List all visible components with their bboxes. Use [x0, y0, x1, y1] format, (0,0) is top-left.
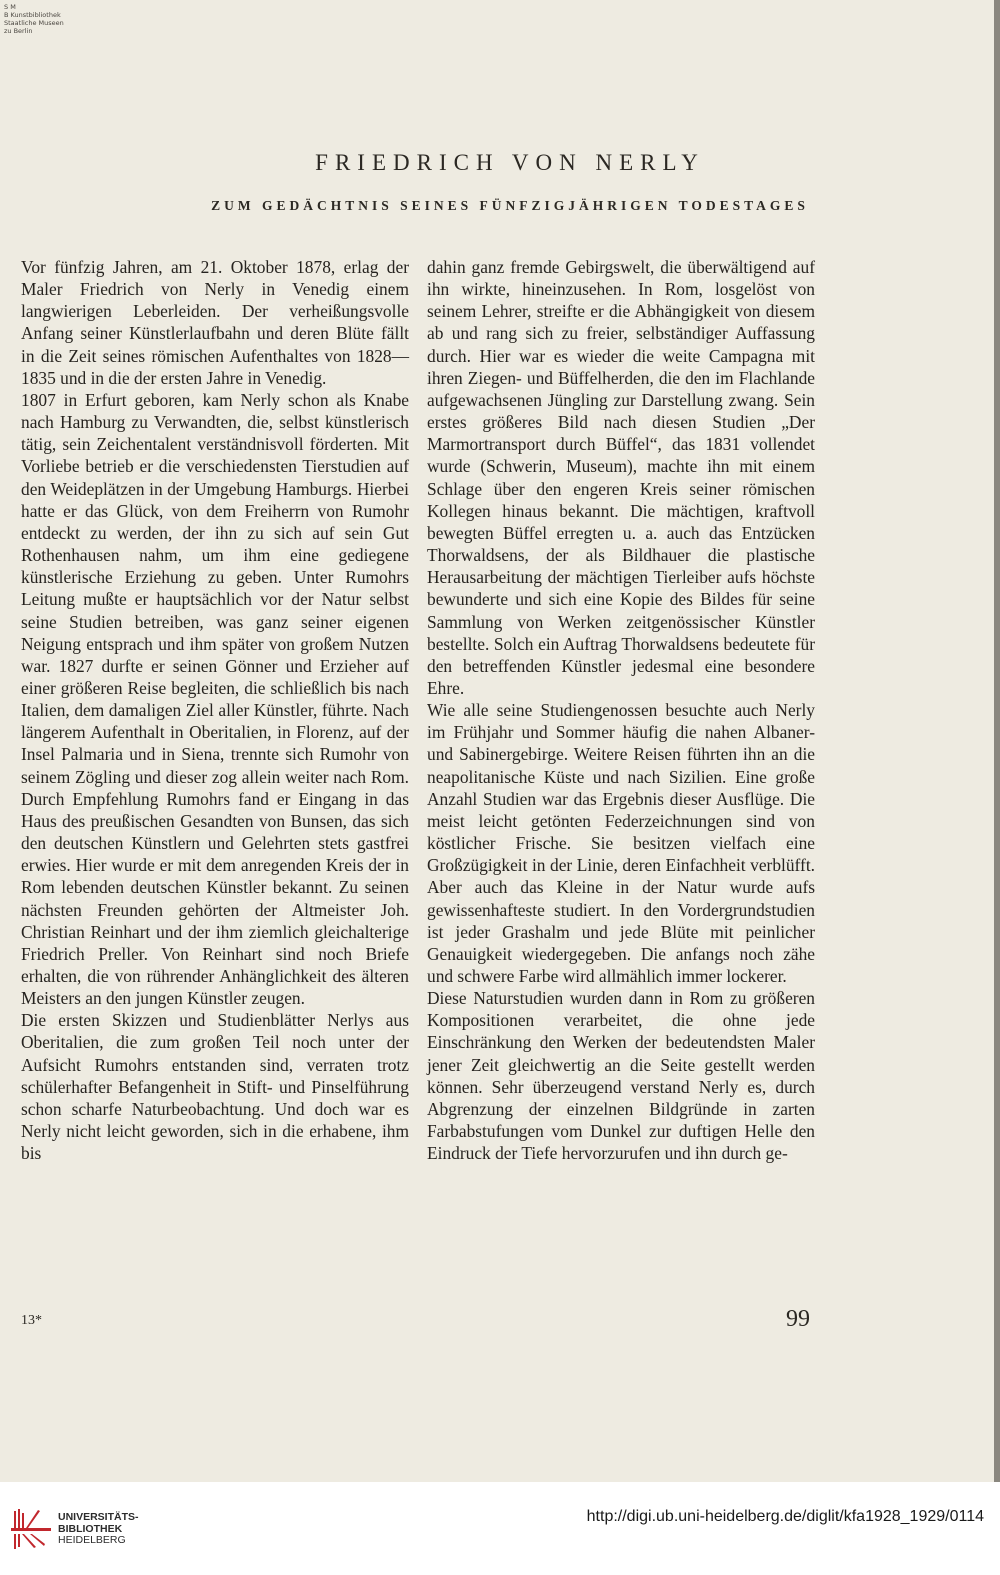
- stamp-line: zu Berlin: [4, 27, 33, 35]
- library-stamp: [4, 3, 64, 35]
- left-column: [21, 256, 409, 1164]
- source-url[interactable]: http://digi.ub.uni-heidelberg.de/diglit/kfa1928_1929/0114: [586, 1508, 984, 1525]
- paragraph: dahin ganz fremde Gebirgswelt, die überwältigend auf ihn wirkte, hineinzusehen. In Rom, losgelöst von seinem Lehrer, streifte er die Abhängigkeit von diesem ab und rang sich zu freier, selbständiger Auffassung durch. Hier war es wieder die weite Campagna mit ihren Ziegen- und Büffelherden, die den im Flachlande aufgewachsenen Jüngling zur Darstellung zwang. Sein erstes größeres Bild nach diesen Studien „Der Marmortransport durch Büffel“, das 1831 vollendet wurde (Schwerin, Museum), machte ihn mit einem Schlage über den engeren Kreis seiner römischen Kollegen hinaus bekannt. Die mächtigen, kraftvoll bewegten Büffel erregten u. a. auch das Entzücken Thorwaldsens, der als Bildhauer die plastische Herausarbeitung der mächtigen Tierleiber aufs höchste bewunderte und sich eine Kopie des Bildes für seine Sammlung von Werken zeitgenössischer Künstler bestellte. Solch ein Auftrag Thorwaldsens bedeutete für den betreffenden Künstler jedesmal eine besondere Ehre.: [427, 257, 815, 698]
- page-number: 99: [786, 1306, 810, 1332]
- article-subtitle: ZUM GEDÄCHTNIS SEINES FÜNFZIGJÄHRIGEN TODESTAGES: [211, 198, 809, 213]
- library-name-line: BIBLIOTHEK: [58, 1522, 123, 1535]
- paragraph: Die ersten Skizzen und Studienblätter Nerlys aus Oberitalien, die zum großen Teil noch unter der Aufsicht Rumohrs entstanden sind, verraten trotz schülerhafter Befangenheit in Stift- und Pinselführung schon scharfe Naturbeobachtung. Und doch war es Nerly nicht leicht geworden, sich in die erhabene, ihm bis: [21, 1010, 409, 1164]
- paragraph: Diese Naturstudien wurden dann in Rom zu größeren Kompositionen verarbeitet, die ohne jede Einschränkung den Werken der bedeutendsten Maler jener Zeit gleichwertig an die Seite gestellt werden können. Sehr überzeugend verstand Nerly es, durch Abgrenzung der einzelnen Bildgründe in zarten Farbabstufungen vom Dunkel zur duftigen Helle den Eindruck der Tiefe hervorzurufen und ihn durch ge-: [427, 988, 815, 1164]
- library-name-line: HEIDELBERG: [58, 1534, 126, 1546]
- library-name-line: UNIVERSITÄTS-: [58, 1511, 139, 1523]
- article-title: FRIEDRICH VON NERLY: [315, 150, 705, 175]
- stamp-line: Staatliche Museen: [4, 19, 64, 27]
- paragraph: Wie alle seine Studiengenossen besuchte auch Nerly im Frühjahr und Sommer häufig die nahen Albaner- und Sabinergebirge. Weitere Reisen führten ihn an die neapolitanische Küste und nach Sizilien. Eine große Anzahl Studien war das Ergebnis dieser Ausflüge. Die meist leicht getönten Federzeichnungen sind von köstlicher Frische. Sie besitzen vielfach eine Großzügigkeit in der Linie, deren Einfachheit verblüfft. Aber auch das Kleine in der Natur wurde aufs gewissenhafteste studiert. In den Vordergrundstudien ist jeder Grashalm und jede Blüte mit peinlicher Genauigkeit wiedergegeben. Die anfangs noch zähe und schwere Farbe wird allmählich immer lockerer.: [427, 700, 815, 986]
- paragraph: 1807 in Erfurt geboren, kam Nerly schon als Knabe nach Hamburg zu Verwandten, die, selbst künstlerisch tätig, sein Zeichentalent verständnisvoll förderten. Mit Vorliebe betrieb er die verschiedensten Tierstudien auf den Weideplätzen in der Umgebung Hamburgs. Hierbei hatte er das Glück, von dem Freiherrn von Rumohr entdeckt zu werden, der ihn zu sich auf sein Gut Rothenhausen nahm, um ihm eine gediegene künstlerische Erziehung zu geben. Unter Rumohrs Leitung mußte er hauptsächlich vor der Natur selbst seine Studien betreiben, was ganz seiner eigenen Neigung entsprach und ihm später von großem Nutzen war. 1827 durfte er seinen Gönner und Erzieher auf einer größeren Reise begleiten, die schließlich bis nach Italien, dem damaligen Ziel aller Künstler, führte. Nach längerem Aufenthalt in Oberitalien, in Florenz, auf der Insel Palmaria und in Siena, trennte sich Rumohr von seinem Zögling und dieser zog allein weiter nach Rom. Durch Empfehlung Rumohrs fand er Eingang in das Haus des preußischen Gesandten von Bunsen, das sich den deutschen Künstlern und Gelehrten stets gastfrei erwies. Hier wurde er mit dem anregenden Kreis der in Rom lebenden deutschen Künstler bekannt. Zu seinen nächsten Freunden gehörten der Altmeister Joh. Christian Reinhart und der ihm ziemlich gleichalterige Friedrich Preller. Von Reinhart sind noch Briefe erhalten, die von rührender Anhänglichkeit des älteren Meisters an den jungen Künstler zeugen.: [21, 389, 409, 1009]
- paragraph: Vor fünfzig Jahren, am 21. Oktober 1878, erlag der Maler Friedrich von Nerly in Venedig einem langwierigen Leberleiden. Der verheißungsvolle Anfang seiner Künstlerlaufbahn und deren Blüte fällt in die Zeit seines römischen Aufenthaltes von 1828—1835 und in die der ersten Jahre in Venedig.: [21, 257, 409, 388]
- right-column: [427, 256, 815, 1164]
- library-name: [58, 1512, 139, 1547]
- stamp-line: B Kunstbibliothek: [4, 11, 61, 19]
- heidelberg-library-logo-icon: [8, 1506, 54, 1552]
- footer-bar: [0, 1482, 1000, 1575]
- signature-mark: 13*: [21, 1313, 42, 1328]
- stamp-line: S M: [4, 3, 16, 11]
